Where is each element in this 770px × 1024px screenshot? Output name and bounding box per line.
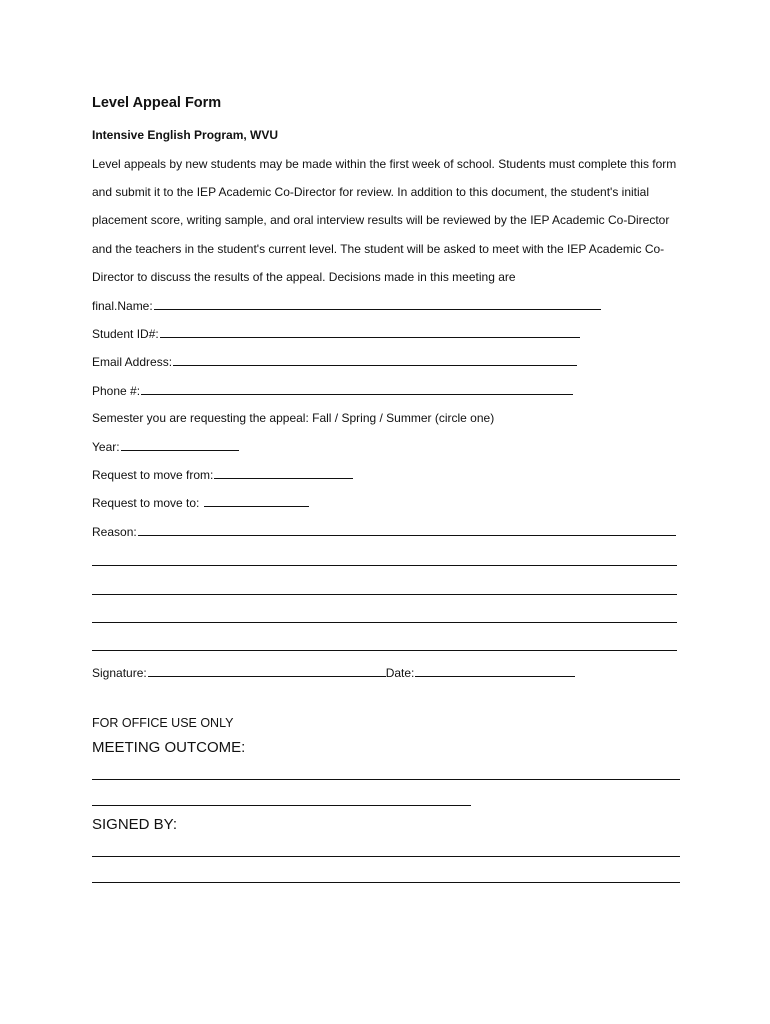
year-field[interactable] — [121, 439, 239, 451]
name-label: final.Name: — [92, 299, 153, 313]
student-id-field[interactable] — [160, 326, 580, 338]
paragraph-line-5: Director to discuss the results of the appeal. Decisions made in this meeting are — [92, 270, 516, 284]
phone-label: Phone #: — [92, 384, 141, 398]
semester-text: Semester you are requesting the appeal: Fall / Spring / Summer (circle one) — [92, 411, 495, 425]
email-field[interactable] — [173, 354, 577, 366]
paragraph-line-2: and submit it to the IEP Academic Co-Director for review. In addition to this document, the student's initial — [92, 185, 650, 199]
signed-by-label: SIGNED BY: — [92, 816, 178, 833]
meeting-outcome-label: MEETING OUTCOME: — [92, 739, 246, 756]
move-to-field[interactable] — [204, 495, 309, 507]
year-label: Year: — [92, 440, 120, 454]
reason-label: Reason: — [92, 525, 137, 539]
meeting-outcome-line-2[interactable] — [92, 805, 471, 806]
student-id-label: Student ID#: — [92, 327, 159, 341]
signature-label: Signature: — [92, 666, 147, 680]
reason-row — [92, 524, 676, 539]
reason-line-4[interactable] — [92, 622, 677, 623]
signed-by-line-2[interactable] — [92, 882, 680, 883]
reason-field[interactable] — [138, 524, 676, 536]
signature-field[interactable] — [148, 665, 386, 677]
signed-by-line-1[interactable] — [92, 856, 680, 857]
name-field[interactable] — [154, 298, 601, 310]
form-subtitle: Intensive English Program, WVU — [92, 128, 279, 142]
meeting-outcome-line-1[interactable] — [92, 779, 680, 780]
move-from-field[interactable] — [214, 467, 353, 479]
move-from-label: Request to move from: — [92, 468, 214, 482]
paragraph-line-1: Level appeals by new students may be made within the first week of school. Students must complete this form — [92, 157, 677, 171]
form-title: Level Appeal Form — [92, 95, 222, 111]
email-row — [92, 354, 577, 369]
reason-line-3[interactable] — [92, 594, 677, 595]
student-id-row — [92, 326, 580, 341]
signature-row — [92, 665, 575, 680]
move-to-label: Request to move to: — [92, 496, 203, 510]
paragraph-line-4: and the teachers in the student's current level. The student will be asked to meet with the IEP Academic Co- — [92, 242, 665, 256]
date-field[interactable] — [415, 665, 575, 677]
year-row — [92, 439, 239, 454]
reason-line-5[interactable] — [92, 650, 677, 651]
reason-line-2[interactable] — [92, 565, 677, 566]
phone-row — [92, 383, 573, 398]
move-to-row — [92, 495, 309, 510]
office-use-heading: FOR OFFICE USE ONLY — [92, 716, 234, 730]
paragraph-line-3: placement score, writing sample, and oral interview results will be reviewed by the IEP Academic Co-Director — [92, 213, 670, 227]
date-label: Date: — [385, 666, 415, 680]
email-label: Email Address: — [92, 355, 173, 369]
move-from-row — [92, 467, 353, 482]
name-row — [92, 298, 601, 313]
phone-field[interactable] — [141, 383, 573, 395]
